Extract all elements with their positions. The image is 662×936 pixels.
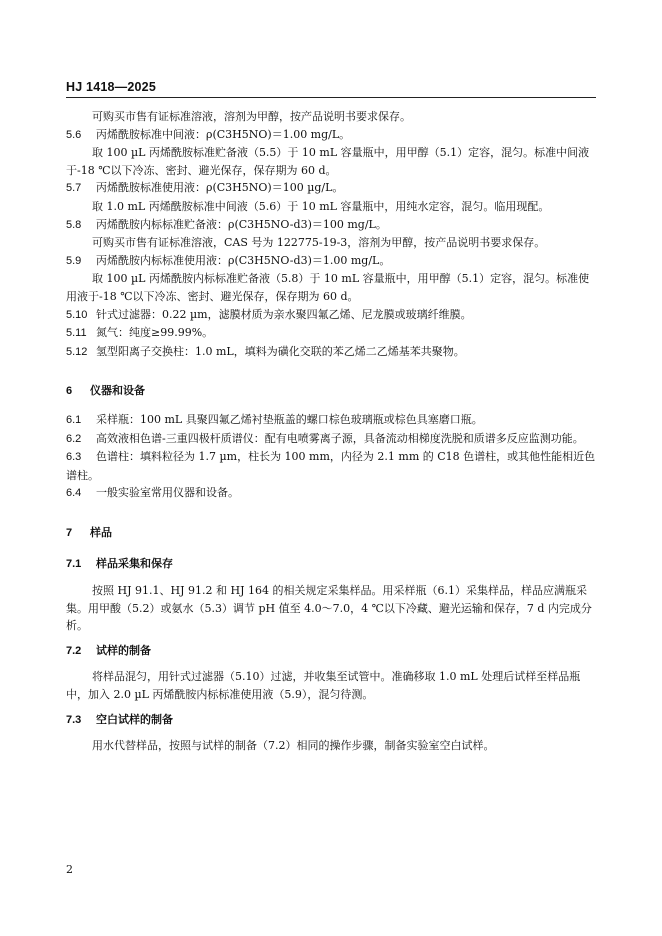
item-text: 丙烯酰胺标准中间液：ρ(C3H5NO)＝1.00 mg/L。 [96, 127, 351, 141]
item-number: 6.3 [66, 451, 82, 464]
body-paragraph: 按照 HJ 91.1、HJ 91.2 和 HJ 164 的相关规定采集样品。用采样瓶（6.1）采集样品，样品应满瓶采集。用甲酸（5.2）或氨水（5.3）调节 pH 值至 4.0～7.0，4 ℃以下冷藏、避光运输和保存，7 d 内完成分析。 [66, 584, 592, 633]
item-6-2 [66, 430, 596, 449]
document-code: HJ 1418—2025 [66, 80, 156, 94]
item-6-3 [66, 448, 596, 484]
subsection-number: 7.3 [66, 713, 82, 726]
subsection-7-2-heading [66, 643, 596, 661]
item-5-10 [66, 306, 596, 325]
page-number: 2 [66, 863, 73, 876]
body-paragraph: 取 100 µL 丙烯酰胺标准贮备液（5.5）于 10 mL 容量瓶中，用甲醇（5.1）定容，混匀。标准中间液于-18 ℃以下冷冻、密封、避光保存，保存期为 60 d。 [66, 146, 590, 177]
body-paragraph: 可购买市售有证标准溶液，CAS 号为 122775-19-3，溶剂为甲醇，按产品说明书要求保存。 [92, 236, 546, 250]
item-text: 采样瓶：100 mL 具聚四氟乙烯衬垫瓶盖的螺口棕色玻璃瓶或棕色具塞磨口瓶。 [96, 412, 483, 426]
item-number: 6.4 [66, 487, 82, 500]
item-text: 丙烯酰胺内标标准使用液：ρ(C3H5NO-d3)＝1.00 mg/L。 [96, 253, 391, 267]
section-title: 仪器和设备 [90, 385, 145, 398]
item-number: 5.12 [66, 345, 88, 358]
item-number: 5.8 [66, 218, 82, 231]
item-5-8 [66, 216, 596, 235]
section-number: 6 [66, 385, 73, 398]
section-6-heading [66, 383, 596, 401]
item-number: 5.7 [66, 182, 82, 195]
item-5-11 [66, 324, 596, 343]
body-paragraph: 将样品混匀，用针式过滤器（5.10）过滤，并收集至试管中。准确移取 1.0 mL 处理后试样至样品瓶中，加入 2.0 µL 丙烯酰胺内标标准使用液（5.9），混匀待测。 [66, 670, 581, 702]
subsection-number: 7.2 [66, 644, 82, 657]
item-5-12 [66, 343, 596, 362]
item-6-4 [66, 484, 596, 503]
subsection-7-3-heading [66, 712, 596, 730]
subsection-title: 空白试样的制备 [96, 713, 173, 726]
item-number: 5.11 [66, 327, 87, 340]
body-paragraph: 用水代替样品，按照与试样的制备（7.2）相同的操作步骤，制备实验室空白试样。 [92, 739, 495, 753]
item-text: 色谱柱：填料粒径为 1.7 µm，柱长为 100 mm，内径为 2.1 mm 的 C18 色谱柱，或其他性能相近色谱柱。 [66, 450, 596, 482]
body-line: 可购买市售有证标准溶液，溶剂为甲醇，按产品说明书要求保存。 [92, 110, 411, 123]
item-5-6 [66, 126, 596, 145]
subsection-title: 样品采集和保存 [96, 558, 173, 571]
item-text: 丙烯酰胺标准使用液：ρ(C3H5NO)＝100 µg/L。 [96, 181, 344, 195]
body-paragraph: 取 100 µL 丙烯酰胺内标标准贮备液（5.8）于 10 mL 容量瓶中，用甲醇（5.1）定容，混匀。标准使用液于-18 ℃以下冷冻、密封、避光保存，保存期为 60 d。 [66, 272, 590, 303]
item-number: 5.9 [66, 254, 82, 267]
item-number: 6.1 [66, 413, 82, 426]
subsection-number: 7.1 [66, 558, 82, 571]
item-text: 针式过滤器：0.22 µm，滤膜材质为亲水聚四氟乙烯、尼龙膜或玻璃纤维膜。 [96, 307, 472, 321]
item-5-7 [66, 179, 596, 198]
item-text: 一般实验室常用仪器和设备。 [96, 486, 239, 500]
item-6-1 [66, 411, 596, 430]
item-text: 氢型阳离子交换柱：1.0 mL，填料为磺化交联的苯乙烯二乙烯基苯共聚物。 [96, 344, 465, 358]
section-7-heading [66, 525, 596, 543]
section-number: 7 [66, 526, 73, 539]
body-paragraph: 取 1.0 mL 丙烯酰胺标准中间液（5.6）于 10 mL 容量瓶中，用纯水定容，混匀。临用现配。 [92, 199, 550, 213]
header-rule [66, 97, 596, 98]
section-title: 样品 [90, 526, 112, 539]
item-text: 氮气：纯度≥99.99%。 [96, 326, 214, 340]
item-number: 5.10 [66, 308, 88, 321]
subsection-7-1-heading [66, 556, 596, 574]
page-body [66, 108, 596, 755]
item-text: 丙烯酰胺内标标准贮备液：ρ(C3H5NO-d3)＝100 mg/L。 [96, 217, 387, 231]
subsection-title: 试样的制备 [96, 644, 151, 657]
item-number: 6.2 [66, 432, 82, 445]
item-5-9 [66, 252, 596, 271]
item-text: 高效液相色谱-三重四极杆质谱仪：配有电喷雾离子源，具备流动相梯度洗脱和质谱多反应监测功能。 [96, 431, 584, 445]
item-number: 5.6 [66, 128, 82, 141]
